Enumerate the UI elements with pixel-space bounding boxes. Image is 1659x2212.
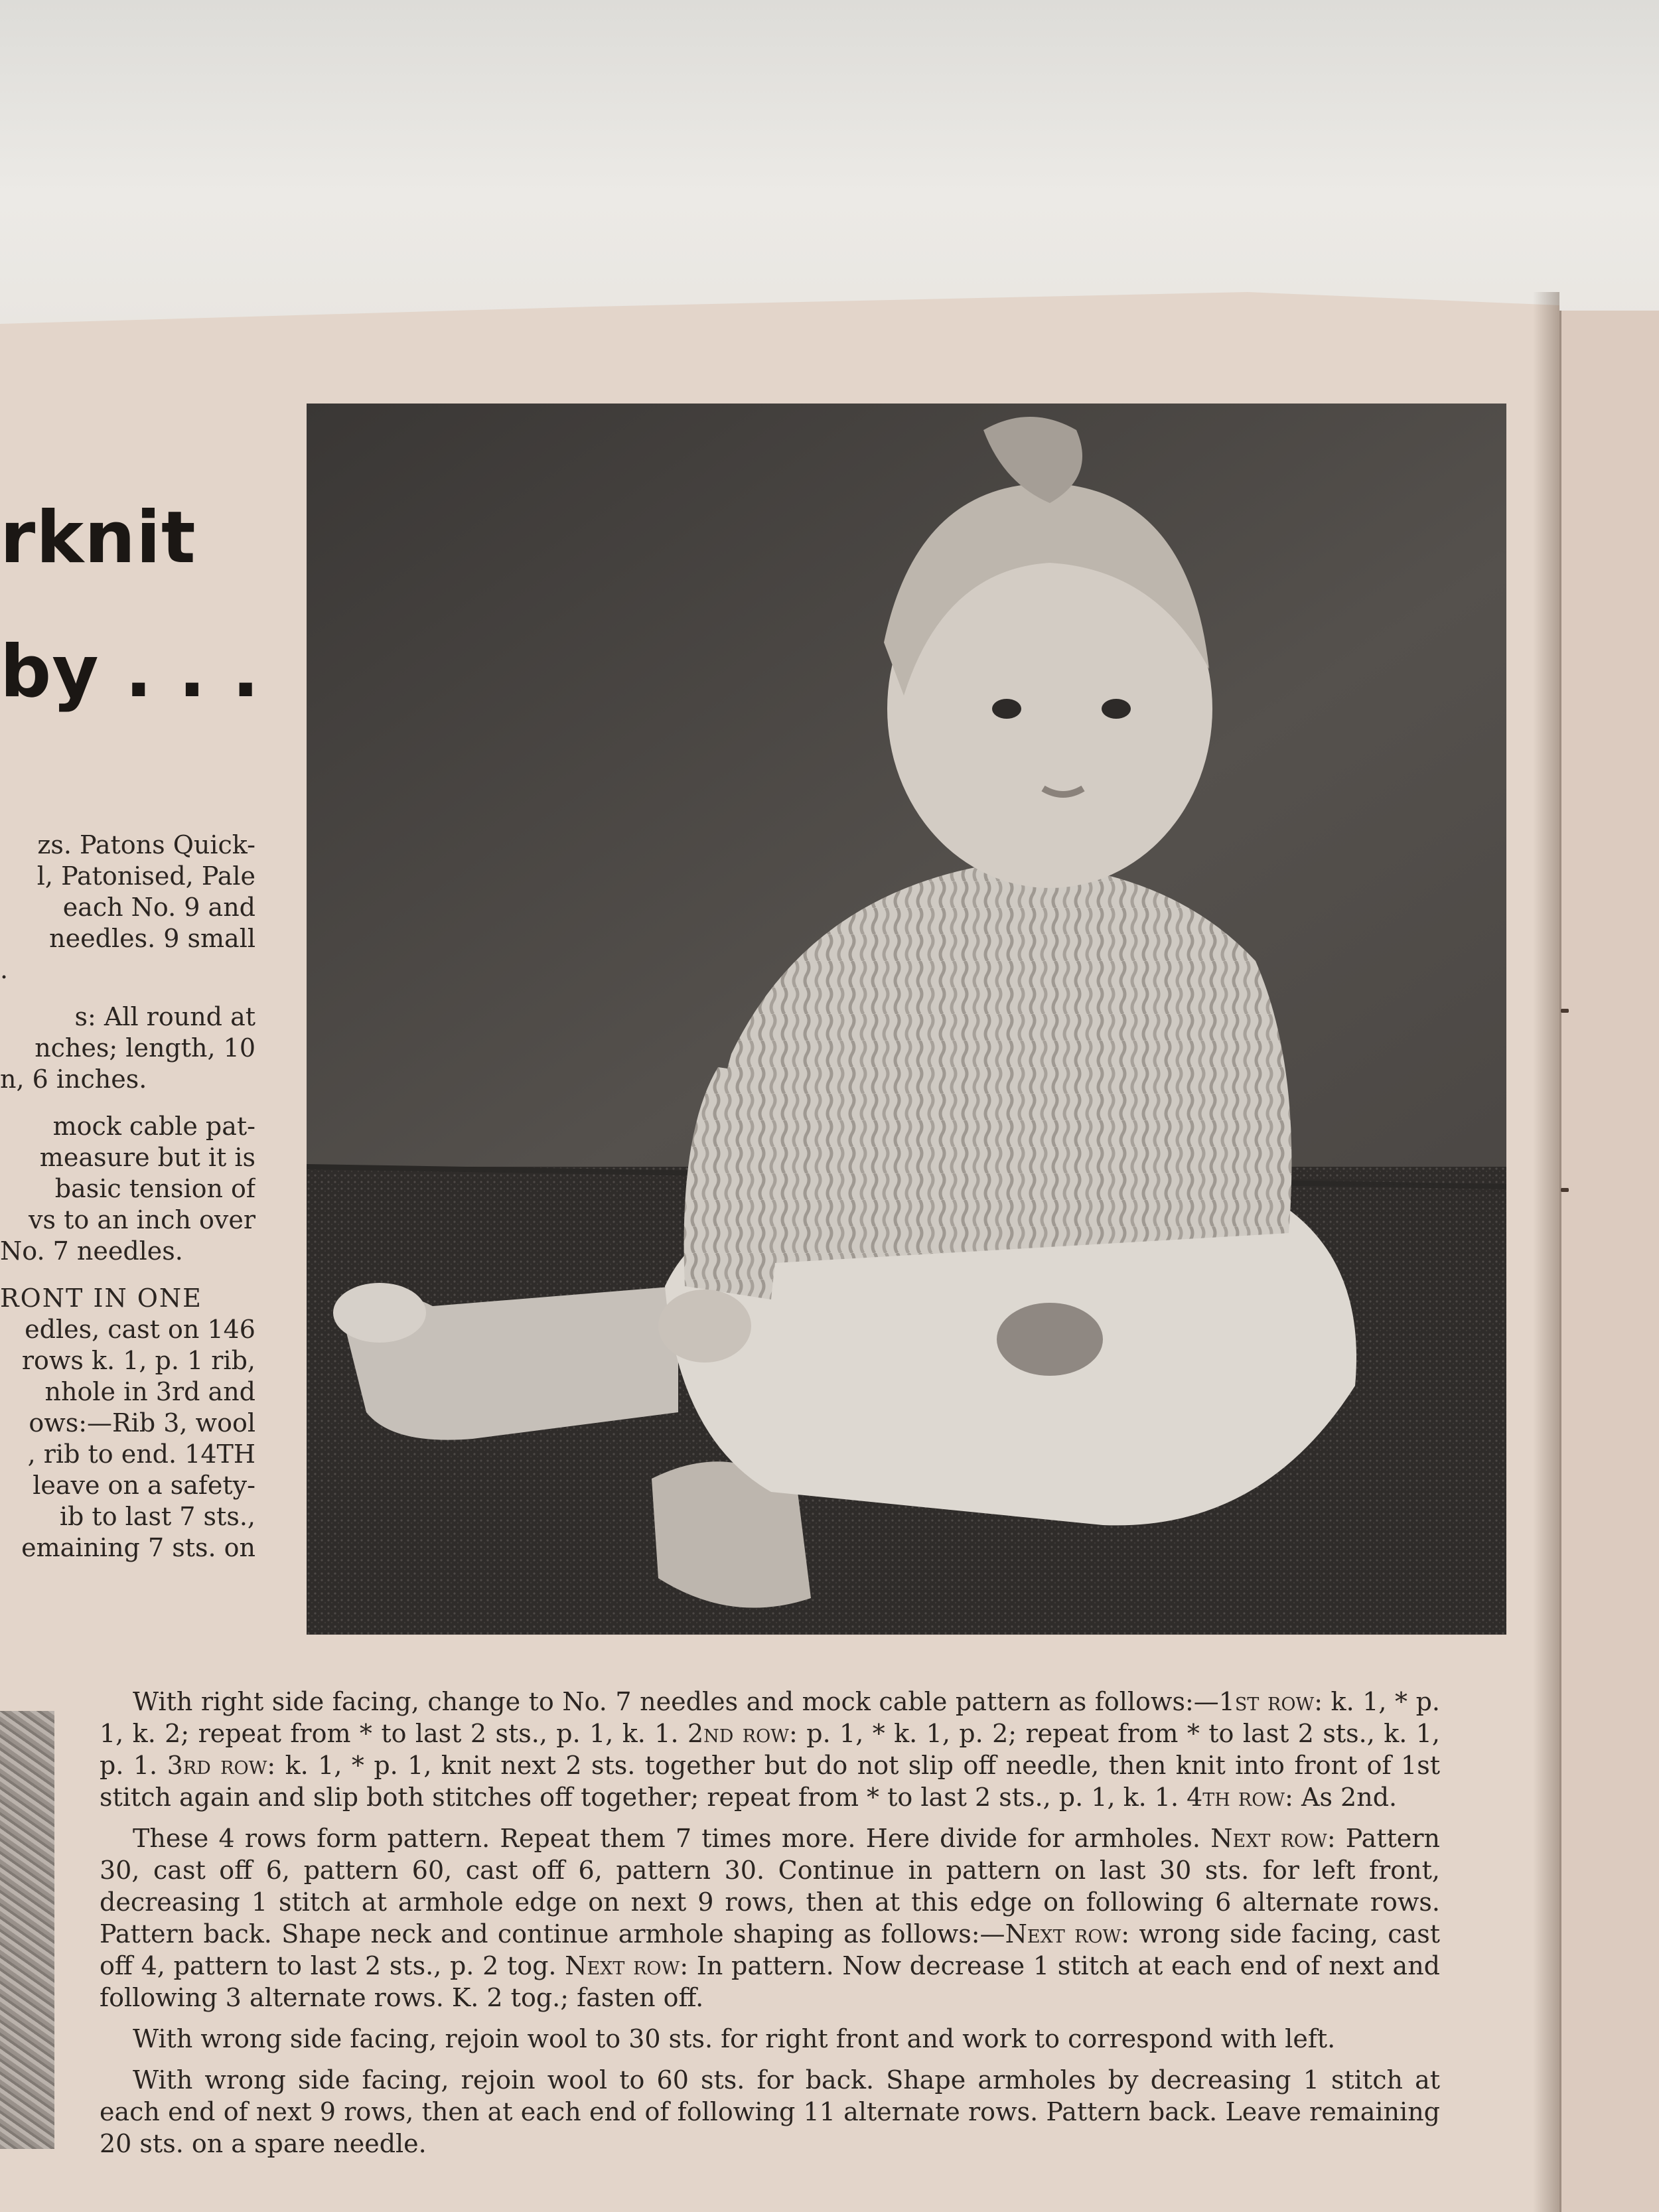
materials-line: l, Patonised, Pale: [36, 861, 255, 891]
materials-line: .: [0, 955, 9, 984]
page-gutter-shadow: [1533, 292, 1559, 2212]
tension-line: basic tension of: [54, 1174, 255, 1203]
front-back-line: ows:—Rib 3, wool: [29, 1408, 255, 1438]
materials-line: zs. Patons Quick-: [37, 830, 255, 859]
instruction-paragraph: With right side facing, change to No. 7 needles and mock cable pattern as follows:—1st row: k. 1, * p. 1, k. 2; repeat from * to last 2 sts., p. 1, k. 1. 2nd row: p. 1, * k. 1, p. 2; repeat from * to last 2 sts., k. 1, p. 1. 3rd row: k. 1, * p. 1, knit next 2 sts. together but do not slip off needle, then knit into front of 1st stitch again and slip both stitches off together; repeat from * to last 2 sts., p. 1, k. 1. 4th row: As 2nd.: [100, 1687, 1441, 1812]
knit-swatch-photo: [0, 1711, 54, 2149]
front-back-line: ib to last 7 sts.,: [59, 1502, 255, 1531]
front-back-line: edles, cast on 146: [25, 1315, 255, 1344]
instruction-paragraph: These 4 rows form pattern. Repeat them 7 times more. Here divide for armholes. Next row: Pattern 30, cast off 6, pattern 60, cast off 6, pattern 30. Continue in pattern on last 30 sts. for left front, decreasing 1 stitch at armhole edge on next 9 rows, then at this edge on following 6 alternate rows. Pattern back. Shape neck and continue armhole shaping as follows:—Next row: wrong side facing, cast off 4, pattern to last 2 sts., p. 2 tog. Next row: In pattern. Now decrease 1 stitch at each end of next and following 3 alternate rows. K. 2 tog.; fasten off.: [100, 1824, 1441, 2012]
instruction-paragraph: With wrong side facing, rejoin wool to 30 sts. for right front and work to correspond with left.: [133, 2024, 1336, 2053]
instruction-paragraph: With wrong side facing, rejoin wool to 60 sts. for back. Shape armholes by decreasing 1 stitch at each end of next 9 rows, then at each end of following 11 alternate rows. Pattern back. Leave remaining 20 sts. on a spare needle.: [100, 2065, 1440, 2158]
headline-line-1: rknit: [0, 496, 196, 579]
measurements-line: s: All round at: [74, 1002, 255, 1031]
staple-mark: [1561, 1009, 1569, 1013]
staple-mark: [1561, 1188, 1569, 1192]
measurements-line: nches; length, 10: [35, 1033, 255, 1063]
front-back-line: , rib to end. 14TH: [27, 1439, 255, 1469]
front-back-line: emaining 7 sts. on: [21, 1533, 255, 1562]
background-wall: [0, 0, 1659, 325]
tension-line: mock cable pat-: [52, 1112, 255, 1141]
facing-page-edge: [1559, 311, 1659, 2212]
baby-photo: [307, 404, 1506, 1635]
front-back-line: nhole in 3rd and: [44, 1377, 255, 1406]
front-back-line: rows k. 1, p. 1 rib,: [21, 1346, 255, 1375]
photo-illustration: [307, 404, 1506, 1635]
instructions-text: [100, 1686, 1440, 2169]
left-column-text: [0, 830, 255, 1564]
tension-line: measure but it is: [39, 1143, 255, 1172]
front-back-line: leave on a safety-: [33, 1471, 255, 1500]
materials-line: each No. 9 and: [62, 893, 255, 922]
measurements-line: n, 6 inches.: [0, 1065, 147, 1094]
section-heading: RONT IN ONE: [0, 1284, 202, 1313]
headline-line-2: by . . .: [0, 630, 260, 713]
materials-line: needles. 9 small: [49, 924, 255, 953]
tension-line: No. 7 needles.: [0, 1236, 183, 1266]
tension-line: vs to an inch over: [29, 1205, 255, 1234]
